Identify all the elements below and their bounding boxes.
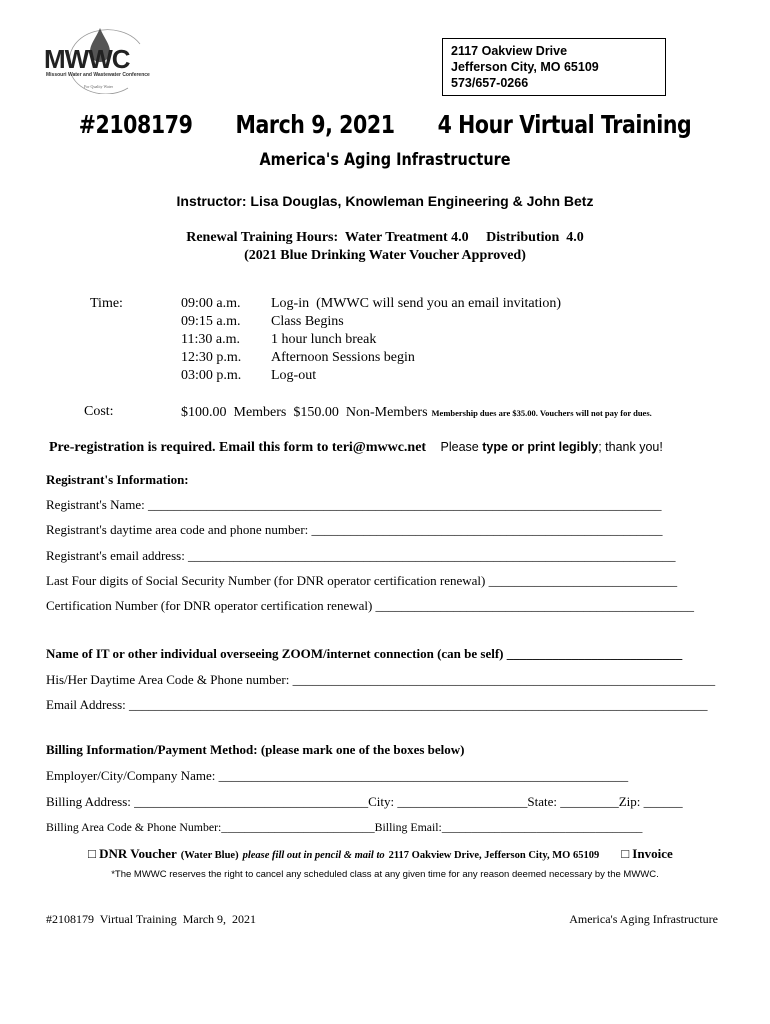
- billing-employer-field[interactable]: Employer/City/Company Name: _______________________________________________________________: [46, 768, 629, 783]
- invoice-checkbox[interactable]: □ Invoice: [621, 846, 673, 861]
- schedule-time: 09:00 a.m.: [181, 296, 241, 311]
- renewal-hours: Renewal Training Hours: Water Treatment 4.0 Distribution 4.0: [186, 230, 584, 245]
- preregistration-line: [49, 438, 663, 456]
- address-line-2: Jefferson City, MO 65109: [451, 60, 599, 74]
- cost-line: [181, 403, 652, 422]
- schedule-descriptions: [271, 295, 561, 385]
- schedule-time: 12:30 p.m.: [181, 350, 242, 365]
- page-subtitle: America's Aging Infrastructure: [259, 150, 511, 170]
- page-title: [69, 110, 700, 139]
- prereg-please-text: Please: [440, 440, 483, 454]
- schedule-times: [181, 295, 241, 385]
- dnr-voucher-checkbox[interactable]: □ DNR Voucher: [88, 846, 177, 861]
- registrant-heading: Registrant's Information:: [46, 472, 189, 487]
- address-box: [442, 38, 666, 96]
- footer-left: #2108179 Virtual Training March 9, 2021: [46, 912, 257, 926]
- schedule-time: 09:15 a.m.: [181, 314, 241, 329]
- it-contact-email-field[interactable]: Email Address: _________________________________________________________________________________________: [46, 697, 708, 712]
- prereg-please: [430, 440, 663, 454]
- schedule-desc: Afternoon Sessions begin: [271, 350, 415, 365]
- cost-label: Cost:: [84, 404, 114, 419]
- billing-address-field[interactable]: Billing Address: ____________________________________City: ____________________State: _________Zip: ______: [46, 794, 683, 809]
- prereg-thanks: ; thank you!: [598, 440, 663, 454]
- registrant-phone-field[interactable]: Registrant's daytime area code and phone number: ______________________________________________________: [46, 522, 663, 537]
- prereg-bold: Pre-registration is required. Email this form to teri@mwwc.net: [49, 440, 427, 455]
- dnr-voucher-instructions: please fill out in pencil & mail to: [242, 850, 385, 861]
- course-date: March 9, 2021: [235, 110, 395, 139]
- dnr-voucher-address: 2117 Oakview Drive, Jefferson City, MO 65109: [388, 850, 600, 861]
- registrant-email-field[interactable]: Registrant's email address: ___________________________________________________________________________: [46, 548, 676, 563]
- instructor-line: Instructor: Lisa Douglas, Knowleman Engineering & John Betz: [176, 193, 594, 209]
- schedule-desc: Log-out: [271, 368, 317, 383]
- course-number: #2108179: [78, 110, 193, 139]
- registrant-name-field[interactable]: Registrant's Name: _______________________________________________________________________________: [46, 497, 662, 512]
- cost-text: $100.00 Members $150.00 Non-Members: [181, 405, 428, 420]
- it-contact-name-field[interactable]: Name of IT or other individual overseeing ZOOM/internet connection (can be self) ___________________________: [46, 646, 683, 661]
- payment-options: [88, 845, 673, 863]
- mwwc-logo: [40, 24, 180, 94]
- billing-heading: Billing Information/Payment Method: (please mark one of the boxes below): [46, 742, 465, 757]
- schedule-desc: Class Begins: [271, 314, 344, 329]
- address-line-3: 573/657-0266: [451, 76, 529, 90]
- address-line-1: 2117 Oakview Drive: [451, 44, 568, 58]
- schedule-time: 03:00 p.m.: [181, 368, 242, 383]
- logo-ring-text: For Quality Water: [84, 84, 113, 89]
- registrant-cert-field[interactable]: Certification Number (for DNR operator certification renewal) _________________________________________________: [46, 598, 695, 613]
- billing-phone-email-field[interactable]: Billing Area Code & Phone Number:__________________________Billing Email:__________________________________: [46, 820, 643, 834]
- logo-text: MWWC: [44, 44, 130, 74]
- cancellation-footnote: *The MWWC reserves the right to cancel any scheduled class at any given time for any reason deemed necessary by the MWWC.: [111, 869, 659, 880]
- schedule-desc: Log-in (MWWC will send you an email invitation): [271, 296, 562, 311]
- it-contact-phone-field[interactable]: His/Her Daytime Area Code & Phone number: _________________________________________________________________: [46, 672, 716, 687]
- time-label: Time:: [90, 296, 123, 311]
- renewal-block: [0, 229, 770, 265]
- logo-subtext: Missouri Water and Wastewater Conference: [46, 72, 150, 78]
- schedule-desc: 1 hour lunch break: [271, 332, 377, 347]
- registrant-ssn-field[interactable]: Last Four digits of Social Security Number (for DNR operator certification renewal) _____________________________: [46, 573, 678, 588]
- training-type: 4 Hour Virtual Training: [437, 110, 692, 139]
- dnr-voucher-color: (Water Blue): [180, 850, 239, 861]
- prereg-type-print: type or print legibly: [482, 440, 599, 454]
- footer-right: America's Aging Infrastructure: [569, 912, 718, 926]
- schedule-time: 11:30 a.m.: [181, 332, 240, 347]
- voucher-approved: (2021 Blue Drinking Water Voucher Approved): [244, 248, 526, 263]
- cost-note: Membership dues are $35.00. Vouchers will not pay for dues.: [431, 408, 652, 418]
